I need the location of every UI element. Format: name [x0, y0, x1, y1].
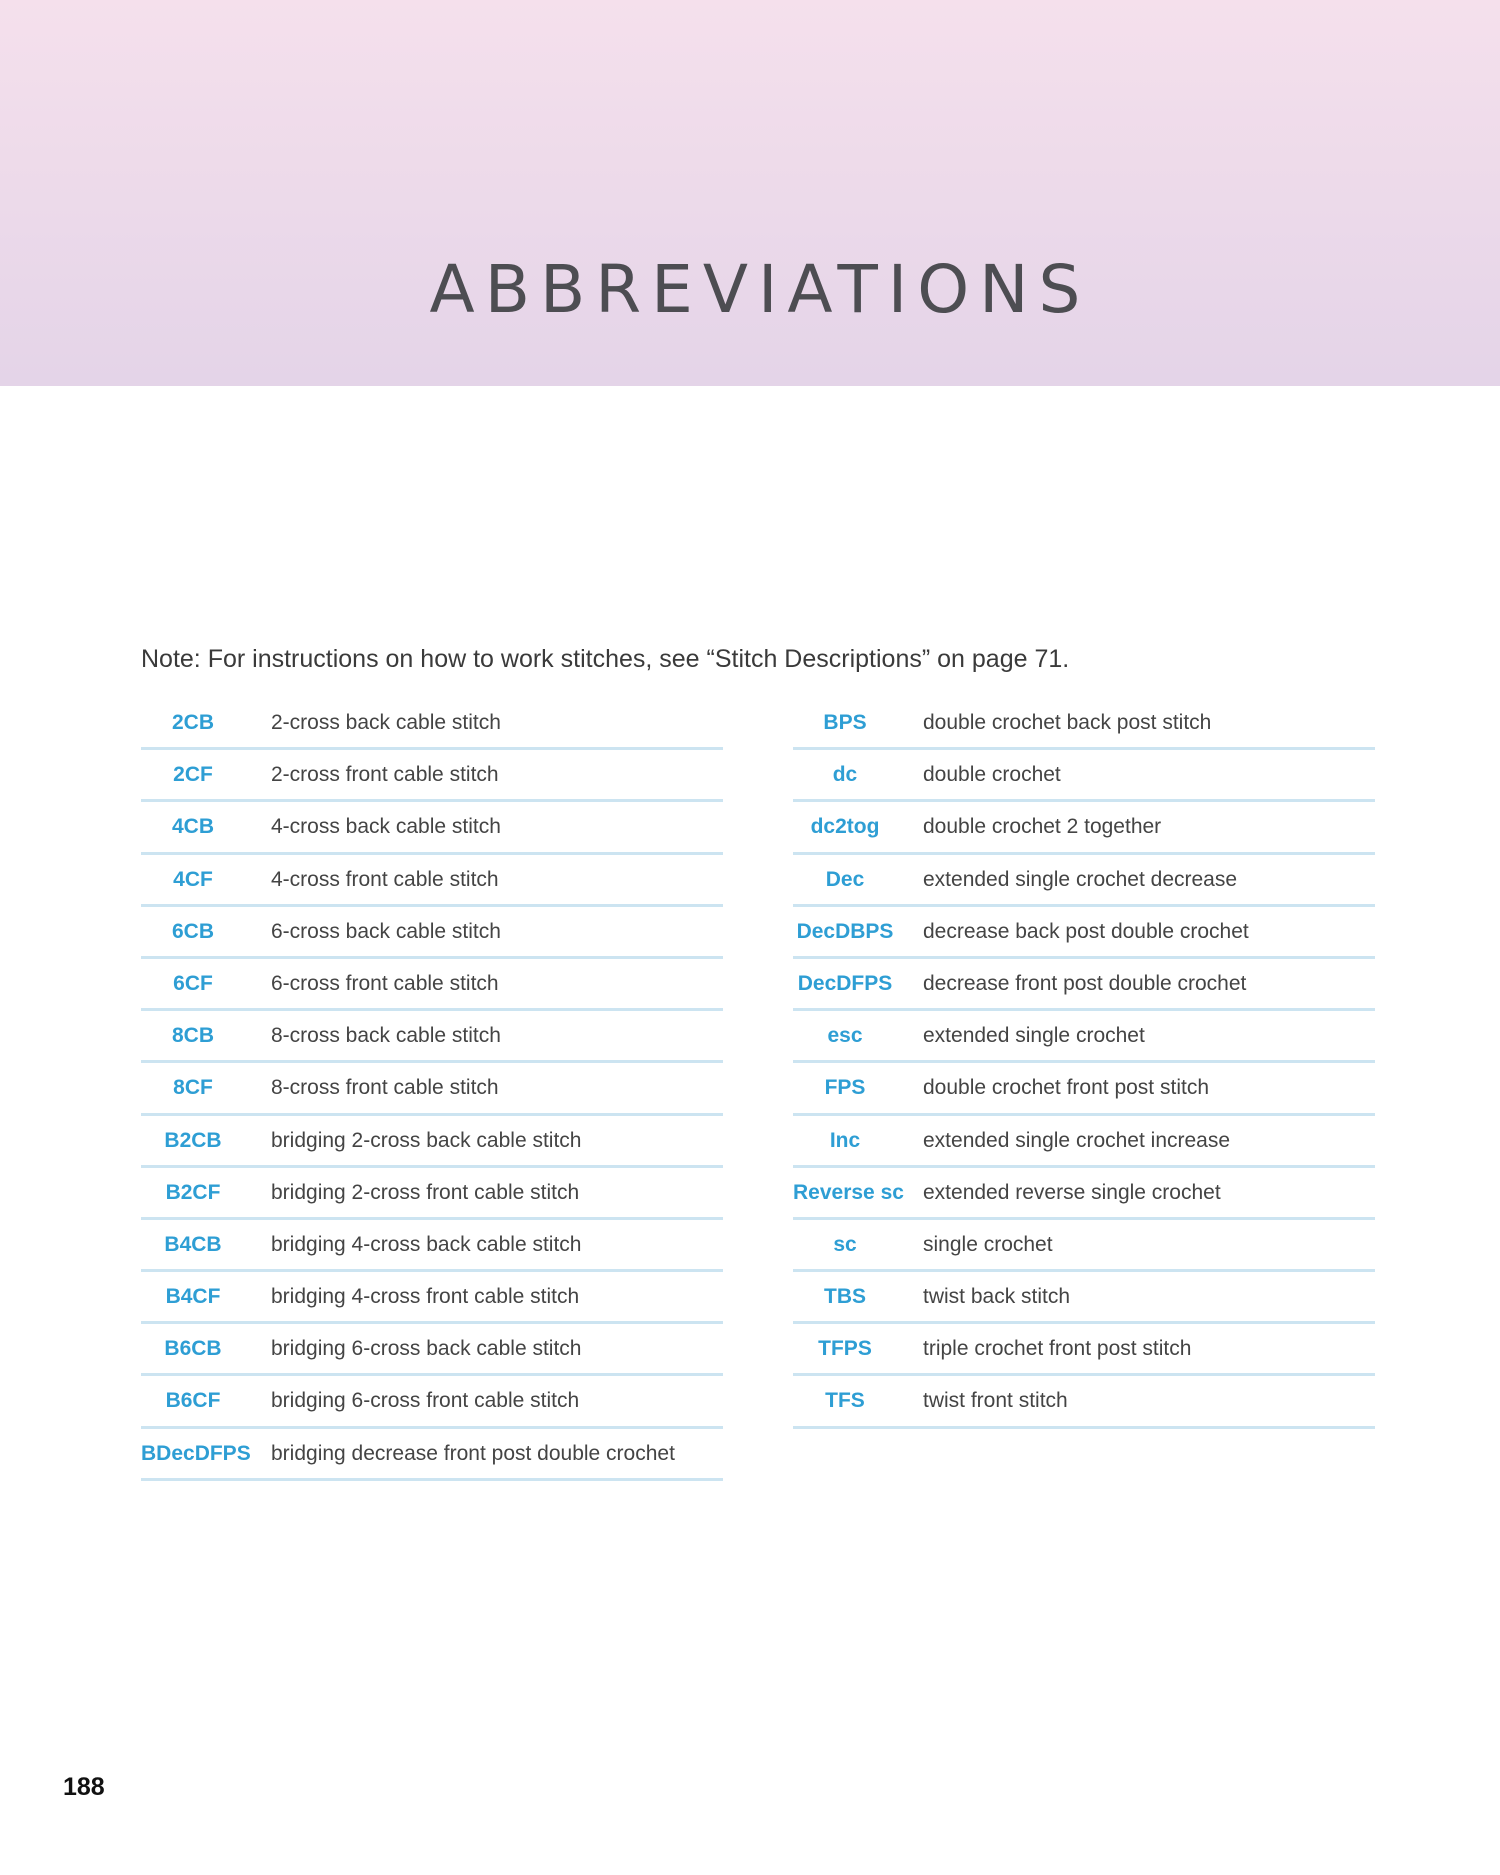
abbreviation-code: B2CF	[165, 1180, 221, 1204]
abbreviation-row	[141, 1116, 723, 1168]
abbreviation-code: 6CF	[173, 971, 213, 995]
header-band	[0, 0, 1500, 386]
abbreviation-row	[141, 698, 723, 750]
abbreviation-description: bridging 2-cross back cable stitch	[271, 1128, 582, 1152]
abbreviation-row	[141, 1376, 723, 1428]
abbreviation-description: single crochet	[923, 1232, 1053, 1256]
abbreviation-description: triple crochet front post stitch	[923, 1337, 1192, 1361]
abbreviation-description: double crochet back post stitch	[923, 711, 1212, 734]
abbreviation-row	[141, 1063, 723, 1115]
abbreviation-code: 6CB	[171, 919, 214, 943]
abbreviation-code: BPS	[823, 711, 867, 734]
abbreviation-code: 2CF	[173, 763, 213, 787]
abbreviation-description: bridging 4-cross back cable stitch	[271, 1232, 582, 1256]
abbreviation-code: dc	[832, 763, 858, 787]
abbreviation-row	[793, 1011, 1375, 1063]
abbreviation-description: 4-cross back cable stitch	[271, 815, 501, 839]
abbreviation-code: Inc	[829, 1128, 861, 1152]
abbreviation-code: TFS	[825, 1389, 865, 1413]
abbreviation-row	[793, 959, 1375, 1011]
abbreviation-row	[793, 1324, 1375, 1376]
abbreviation-code: esc	[827, 1024, 863, 1048]
abbreviation-description: 6-cross back cable stitch	[271, 919, 501, 943]
abbreviation-code: Dec	[825, 867, 865, 891]
abbreviation-code: TFPS	[818, 1337, 872, 1361]
abbreviation-code: DecDBPS	[796, 919, 894, 943]
abbreviations-right-column	[793, 698, 1375, 1429]
abbreviation-description: extended single crochet increase	[923, 1128, 1231, 1152]
abbreviation-code: B2CB	[164, 1128, 222, 1152]
abbreviation-description: bridging decrease front post double crochet	[271, 1441, 675, 1465]
abbreviation-description: twist back stitch	[923, 1285, 1071, 1309]
abbreviation-row	[793, 1376, 1375, 1428]
abbreviation-description: bridging 2-cross front cable stitch	[271, 1180, 580, 1204]
abbreviation-row	[793, 1220, 1375, 1272]
abbreviation-row	[793, 1063, 1375, 1115]
abbreviation-row	[793, 1116, 1375, 1168]
abbreviation-row	[141, 750, 723, 802]
abbreviation-row	[141, 802, 723, 854]
abbreviation-row	[141, 907, 723, 959]
abbreviation-row	[141, 1011, 723, 1063]
abbreviation-code: B6CF	[165, 1389, 221, 1413]
abbreviation-code: 2CB	[171, 711, 214, 734]
abbreviation-row	[141, 959, 723, 1011]
abbreviation-code: 8CF	[173, 1076, 213, 1100]
abbreviation-row	[793, 750, 1375, 802]
abbreviations-left-column	[141, 698, 723, 1481]
abbreviation-code: 8CB	[171, 1024, 214, 1048]
abbreviation-row	[141, 1220, 723, 1272]
page-title: ABBREVIATIONS	[429, 251, 1091, 328]
abbreviation-row	[793, 802, 1375, 854]
abbreviation-code: TBS	[824, 1285, 866, 1309]
abbreviation-row	[141, 1429, 723, 1481]
abbreviation-description: extended single crochet	[923, 1024, 1145, 1048]
abbreviation-code: B4CF	[165, 1285, 221, 1309]
abbreviation-row	[141, 1272, 723, 1324]
abbreviation-description: double crochet front post stitch	[923, 1076, 1209, 1100]
abbreviation-description: 2-cross back cable stitch	[271, 711, 501, 734]
abbreviation-code: DecDFPS	[797, 971, 893, 995]
abbreviation-description: 2-cross front cable stitch	[271, 763, 499, 787]
abbreviation-description: bridging 4-cross front cable stitch	[271, 1285, 580, 1309]
abbreviation-code: 4CB	[171, 815, 214, 839]
abbreviation-description: 8-cross back cable stitch	[271, 1024, 501, 1048]
abbreviation-code: dc2tog	[810, 815, 880, 839]
abbreviation-code: 4CF	[173, 867, 213, 891]
abbreviation-row	[793, 907, 1375, 959]
abbreviation-row	[793, 698, 1375, 750]
abbreviation-row	[141, 1168, 723, 1220]
abbreviation-description: twist front stitch	[923, 1389, 1068, 1413]
abbreviation-description: 8-cross front cable stitch	[271, 1076, 499, 1100]
abbreviation-row	[793, 855, 1375, 907]
abbreviation-description: 4-cross front cable stitch	[271, 867, 499, 891]
abbreviation-code: FPS	[824, 1076, 866, 1100]
abbreviation-description: bridging 6-cross back cable stitch	[271, 1337, 582, 1361]
abbreviation-description: decrease front post double crochet	[923, 971, 1247, 995]
abbreviation-description: double crochet	[923, 763, 1061, 787]
abbreviation-description: extended reverse single crochet	[923, 1180, 1221, 1204]
note-text: Note: For instructions on how to work stitches, see “Stitch Descriptions” on page 71.	[141, 645, 1070, 673]
abbreviation-row	[141, 1324, 723, 1376]
abbreviation-code: Reverse sc	[793, 1180, 904, 1204]
abbreviation-row	[141, 855, 723, 907]
abbreviation-description: 6-cross front cable stitch	[271, 971, 499, 995]
abbreviation-code: BDecDFPS	[141, 1441, 251, 1465]
abbreviation-row	[793, 1168, 1375, 1220]
abbreviation-code: B6CB	[164, 1337, 222, 1361]
abbreviation-description: double crochet 2 together	[923, 815, 1162, 839]
abbreviation-description: extended single crochet decrease	[923, 867, 1238, 891]
abbreviation-description: bridging 6-cross front cable stitch	[271, 1389, 580, 1413]
abbreviation-description: decrease back post double crochet	[923, 919, 1249, 943]
abbreviation-row	[793, 1272, 1375, 1324]
page-number: 188	[63, 1773, 105, 1801]
abbreviation-code: B4CB	[164, 1232, 222, 1256]
abbreviation-code: sc	[833, 1232, 857, 1256]
